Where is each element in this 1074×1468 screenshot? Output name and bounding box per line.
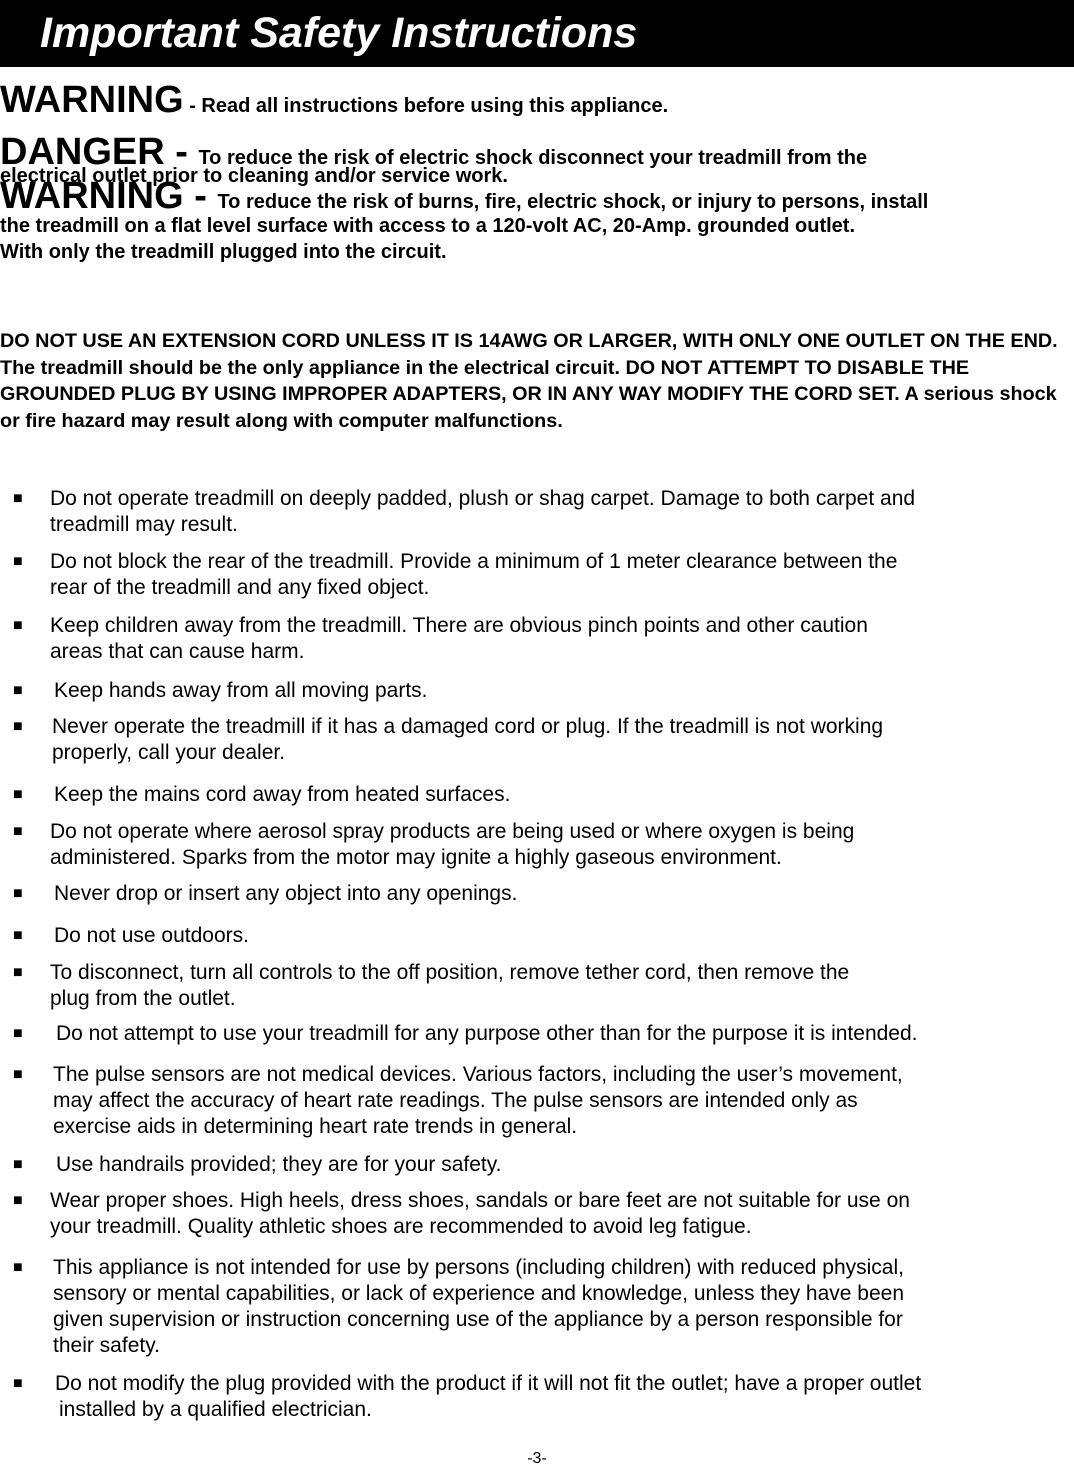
instruction-line: Never drop or insert any object into any openings. <box>54 882 518 905</box>
bullet-square-icon: ■ <box>13 718 23 735</box>
bullet-square-icon: ■ <box>13 1025 23 1042</box>
bullet-square-icon: ■ <box>13 617 23 634</box>
instruction-line: sensory or mental capabilities, or lack of experience and knowledge, unless they have been <box>53 1282 905 1305</box>
instruction-line: properly, call your dealer. <box>52 741 286 764</box>
bullet-square-icon: ■ <box>13 927 23 944</box>
instruction-line: Do not operate treadmill on deeply padded, plush or shag carpet. Damage to both carpet and <box>50 487 916 510</box>
instruction-text <box>55 1371 921 1423</box>
notice-line: With only the treadmill plugged into the circuit. <box>0 241 447 263</box>
instruction-line: The pulse sensors are not medical devices. Various factors, including the user’s movement, <box>53 1063 903 1086</box>
page-title: Important Safety Instructions <box>40 9 638 57</box>
instruction-line: Keep hands away from all moving parts. <box>54 679 428 702</box>
instruction-text <box>54 782 510 808</box>
instruction-line: areas that can cause harm. <box>50 640 305 663</box>
bullet-square-icon: ■ <box>13 553 23 570</box>
bullet-square-icon: ■ <box>13 964 23 981</box>
instruction-line: Never operate the treadmill if it has a damaged cord or plug. If the treadmill is not working <box>52 715 884 738</box>
instruction-line: their safety. <box>53 1334 160 1357</box>
notice-text: - Read all instructions before using this appliance. <box>183 95 669 117</box>
extension-cord-warning: DO NOT USE AN EXTENSION CORD UNLESS IT IS 14AWG OR LARGER, WITH ONLY ONE OUTLET ON THE END. The treadmill should be the only appliance in the electrical circuit. DO NOT ATTEMPT TO DISABLE THE GROUNDED PLUG BY USING IMPROPER ADAPTERS, OR IN ANY WAY MODIFY THE CORD SET. A serious shock or fire hazard may result along with computer malfunctions. <box>0 330 1058 432</box>
instruction-text <box>53 1255 904 1359</box>
bullet-square-icon: ■ <box>13 1156 23 1173</box>
bullet-square-icon: ■ <box>13 1259 23 1276</box>
instruction-line: installed by a qualified electrician. <box>59 1398 372 1421</box>
notice-keyword: DANGER - <box>0 131 199 173</box>
instruction-line: Do not modify the plug provided with the product if it will not fit the outlet; have a proper outlet <box>55 1372 922 1395</box>
instruction-text <box>50 960 849 1012</box>
bullet-square-icon: ■ <box>13 1066 23 1083</box>
instruction-text <box>50 549 897 601</box>
instruction-text <box>50 613 868 665</box>
instruction-line: Keep the mains cord away from heated surfaces. <box>54 783 511 806</box>
instruction-line: your treadmill. Quality athletic shoes are recommended to avoid leg fatigue. <box>50 1215 752 1238</box>
notice-text: To reduce the risk of burns, fire, electric shock, or injury to persons, install <box>217 191 929 213</box>
instruction-line: exercise aids in determining heart rate trends in general. <box>53 1115 578 1138</box>
bullet-square-icon: ■ <box>13 682 23 699</box>
notice-line: the treadmill on a flat level surface with access to a 120-volt AC, 20-Amp. grounded outlet. <box>0 215 856 237</box>
instruction-text <box>50 819 854 871</box>
instruction-text <box>56 1152 502 1178</box>
instruction-line: This appliance is not intended for use by persons (including children) with reduced physical, <box>53 1256 904 1279</box>
notice-keyword: WARNING - <box>0 175 218 217</box>
header-bar <box>0 0 1074 67</box>
instruction-line: Use handrails provided; they are for your safety. <box>56 1153 502 1176</box>
instruction-text <box>54 678 428 704</box>
bullet-square-icon: ■ <box>13 490 23 507</box>
instruction-line: Wear proper shoes. High heels, dress shoes, sandals or bare feet are not suitable for use on <box>50 1189 910 1212</box>
instruction-line: Do not use outdoors. <box>54 924 249 947</box>
bullet-square-icon: ■ <box>13 885 23 902</box>
notice-warning-installation <box>0 176 928 266</box>
notice-keyword: WARNING <box>0 79 184 121</box>
instruction-line: treadmill may result. <box>50 513 238 536</box>
notice-text: To reduce the risk of electric shock disconnect your treadmill from the <box>198 147 868 169</box>
instruction-text <box>56 1021 918 1047</box>
bullet-square-icon: ■ <box>13 786 23 803</box>
instruction-line: rear of the treadmill and any fixed object. <box>50 576 430 599</box>
notice-read-instructions <box>0 80 668 120</box>
instruction-line: given supervision or instruction concerning use of the appliance by a person responsible for <box>53 1308 903 1331</box>
page-number: -3- <box>527 1450 547 1467</box>
instruction-text <box>52 714 883 766</box>
bullet-square-icon: ■ <box>13 1375 23 1392</box>
notice-line: electrical outlet prior to cleaning and/or service work. <box>0 165 508 187</box>
instruction-text <box>50 486 915 538</box>
instruction-text <box>54 881 517 907</box>
instruction-line: Do not attempt to use your treadmill for any purpose other than for the purpose it is intended. <box>56 1022 918 1045</box>
instruction-line: plug from the outlet. <box>50 987 236 1010</box>
instruction-line: Do not operate where aerosol spray products are being used or where oxygen is being <box>50 820 855 843</box>
instruction-line: may affect the accuracy of heart rate readings. The pulse sensors are intended only as <box>53 1089 858 1112</box>
instruction-line: To disconnect, turn all controls to the off position, remove tether cord, then remove the <box>50 961 850 984</box>
bullet-square-icon: ■ <box>13 823 23 840</box>
instruction-line: administered. Sparks from the motor may ignite a highly gaseous environment. <box>50 846 782 869</box>
instruction-line: Do not block the rear of the treadmill. Provide a minimum of 1 meter clearance between the <box>50 550 898 573</box>
bullet-square-icon: ■ <box>13 1192 23 1209</box>
instruction-text <box>54 923 249 949</box>
instruction-line: Keep children away from the treadmill. There are obvious pinch points and other caution <box>50 614 868 637</box>
instruction-text <box>53 1062 903 1140</box>
instruction-text <box>50 1188 910 1240</box>
